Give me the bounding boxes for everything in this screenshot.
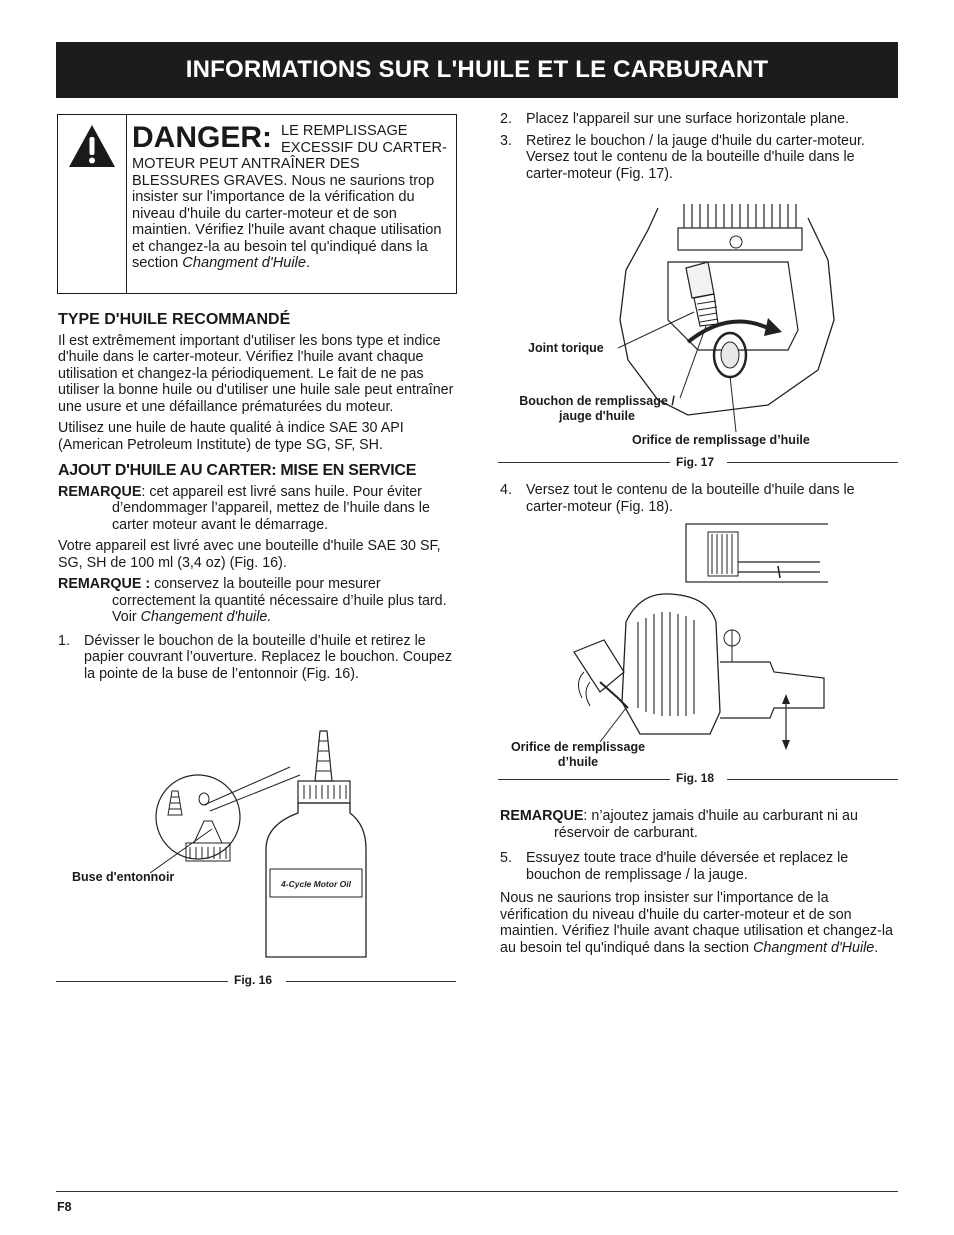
step-2-text: Placez l'appareil sur une surface horizontale plane. [526,111,850,127]
step-1 [58,633,454,683]
ajout-heading: AJOUT D'HUILE AU CARTER: MISE EN SERVICE [58,462,417,479]
type-paragraph-1: Il est extrêmement important d'utiliser les bons type et indice d'huile dans le carter-moteur. Vérifiez l'huile avant chaque utilisation et changez-la périodiquement. Le fait de ne pas utiliser la bonne huile ou d'utiliser une huile sale peut entraîner une usure et une défaillance prématurées du moteur. [58,332,454,415]
danger-body: Nous ne saurions trop insister sur l'importance de la vérification du niveau d'huile du carter-moteur et de son maintien. Vérifiez l'huile avant chaque utilisation et changez-la au besoin tel qu'indiqué dans la section [132,172,442,271]
fig16-label-nozzle: Buse d'entonnoir [72,870,175,884]
fig18-caption: Fig. 18 [676,771,715,785]
footer-rule [56,1191,898,1192]
left-column [58,312,454,682]
page-number: F8 [57,1200,72,1214]
fig18-illustration [560,522,828,754]
fig17-label-orifice: Orifice de remplissage d’huile [632,433,810,447]
remark-2-text: conservez la bouteille pour mesurer correctement la quantité nécessaire d’huile plus tard. Voir [112,576,447,625]
fig16-caption: Fig. 16 [234,973,273,987]
warning-triangle-icon [67,123,117,169]
fig17-rule-right [727,462,898,463]
danger-text [127,115,456,293]
right-step-4 [500,482,898,515]
remark-right-label: REMARQUE [500,808,584,824]
remark-1 [58,484,454,534]
danger-caps-text: LE REMPLISSAGE EXCESSIF DU CARTER-MOTEUR PEUT ANTRAÎNER DES BLESSURES GRAVES. [132,123,447,189]
section-banner [56,42,898,98]
step-1-text: Dévisser le bouchon de la bouteille d’huile et retirez le papier couvrant l’ouverture. Replacez le bouchon. Coupez la pointe de la buse de l’entonnoir (Fig. 16). [84,632,452,682]
step-5-text: Essuyez toute trace d'huile déversée et replacez le bouchon de remplissage / la jauge. [526,850,849,883]
right-column-bottom [500,808,898,956]
step-4 [500,482,898,515]
step-2 [500,111,898,128]
step-5 [500,850,898,883]
fig18-label-orifice: Orifice de remplissage d’huile [510,740,646,769]
fig18-rule-right [727,779,898,780]
remark-2 [58,576,454,626]
fig17-label-cap: Bouchon de remplissage / jauge d'huile [519,394,675,423]
remark-1-label: REMARQUE [58,483,142,500]
type-paragraph-2: Utilisez une huile de haute qualité à indice SAE 30 API (American Petroleum Institute) de type SG, SF, SH. [58,420,404,453]
final-text: Nous ne saurions trop insister sur l'importance de la vérification du niveau d'huile du carter-moteur et de son maintien. Vérifiez l'huile avant chaque utilisation et changez-la au besoin tel qu'indiqué dans la section [500,890,893,956]
page-title: INFORMATIONS SUR L'HUILE ET LE CARBURANT [185,56,769,83]
remark-right [500,808,898,841]
fig16-illustration [150,725,370,965]
fig17-rule-left [498,462,670,463]
fig16-rule-right [286,981,456,982]
danger-box [57,114,457,294]
bottle-paragraph: Votre appareil est livré avec une bouteille d'huile SAE 30 SF, SG, SH de 100 ml (3,4 oz) (Fig. 16). [58,538,441,571]
remark-1-text: cet appareil est livré sans huile. Pour éviter d’endommager l’appareil, mettez de l’huile dans le carter moteur avant le démarrage. [112,483,430,533]
right-column-top [500,111,898,182]
remark-right-text: n’ajoutez jamais d'huile au carburant ni au réservoir de carburant. [554,808,858,841]
fig16-rule-left [56,981,228,982]
remark-2-ref: Changement d'huile. [140,609,272,625]
danger-word: DANGER: [132,121,272,154]
final-end: . [874,939,879,956]
step-4-text: Versez tout le contenu de la bouteille d'huile dans le carter-moteur (Fig. 18). [526,482,855,515]
fig17-label-oring: Joint torique [528,341,604,355]
remark-1-sep: : [141,483,146,500]
fig18-rule-left [498,779,670,780]
remark-right-sep: : [583,808,588,824]
danger-end: . [305,255,311,271]
danger-ref: Changment d'Huile [182,255,306,271]
type-heading: TYPE D'HUILE RECOMMANDÉ [58,311,291,328]
remark-2-label: REMARQUE : [58,576,151,592]
step-4-number: 4. [500,482,512,498]
step-1-number: 1. [58,632,70,649]
step-5-number: 5. [500,850,512,866]
warning-icon-cell [58,115,127,293]
final-ref: Changment d'Huile [753,939,875,956]
final-paragraph [500,890,898,956]
step-3-text: Retirez le bouchon / la jauge d'huile du carter-moteur. Versez tout le contenu de la bouteille d'huile dans le carter-moteur (Fig. 17). [526,132,865,182]
fig17-caption: Fig. 17 [676,455,715,469]
fig16-bottle-text: 4-Cycle Motor Oil [281,879,351,889]
step-2-number: 2. [500,111,512,127]
step-3 [500,133,898,183]
step-3-number: 3. [500,132,512,149]
